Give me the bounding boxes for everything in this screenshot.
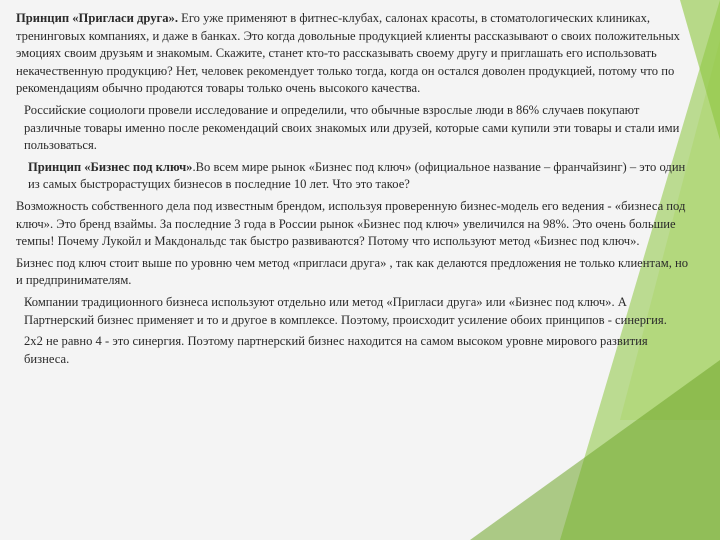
paragraph-text: Бизнес под ключ стоит выше по уровню чем метод «пригласи друга» , так как делаются предложения не только клиентам, но и предпринимателям. [16,255,689,288]
paragraph-text: 2х2 не равно 4 - это синергия. Поэтому партнерский бизнес находится на самом высоком уровне мирового развития бизнеса. [24,334,648,366]
paragraph-traditional [16,294,692,329]
paragraph-priglasi-druga [16,10,692,98]
heading-priglasi-druga: Принцип «Пригласи друга». [16,11,178,25]
paragraph-text: Его уже применяют в фитнес-клубах, салонах красоты, в стоматологических клиниках, тренинговых компаниях, и даже в банках. Это когда довольные продукцией клиенты рассказывают о своих положительных эмоциях своим друзьям и знакомым. Скажите, станет кто-то рассказывать своему другу и приглашать его использовать некачественную продукцию? Нет, человек рекомендует только тогда, когда он остался доволен продукцией, потому что по рекомендациям обычно продаются товары только очень высокого качества. [16,11,680,96]
heading-biznes-pod-klyuch: Принцип «Бизнес под ключ» [28,159,193,174]
text-body [16,10,692,372]
paragraph-text: Возможность собственного дела под известным брендом, используя проверенную бизнес-модель его ведения - «бизнеса под ключ». Это бренд взаймы. За последние 3 года в России рынок «Бизнес под ключ» увеличился на 98%. Это очень большие темпы! Почему Лукойл и Макдональдс так быстро развиваются? Потому что используют метод «Бизнес под ключ». [16,198,686,249]
paragraph-comparison [16,255,692,290]
paragraph-brand [16,198,692,251]
paragraph-synergy [16,333,692,368]
green-triangle-bottom [470,360,720,540]
paragraph-text: Российские социологи провели исследование и определили, что обычные взрослые люди в 86% случаев покупают различные товары именно после рекомендаций своих знакомых или друзей, которые сами купили эти товары и стали ими пользоваться. [24,102,680,153]
paragraph-sociology [16,102,692,155]
paragraph-biznes-pod-klyuch [16,159,692,194]
paragraph-text: .Во всем мире рынок «Бизнес под ключ» (официальное название – франчайзинг) – это один из самых быстрорастущих бизнесов в последние 10 лет. Что это такое? [28,159,686,192]
paragraph-text: Компании традиционного бизнеса используют отдельно или метод «Пригласи друга» или «Бизнес под ключ». А Партнерский бизнес применяет и то и другое в комплексе. Поэтому, происходит усиление обоих принципов - синергия. [24,294,667,327]
